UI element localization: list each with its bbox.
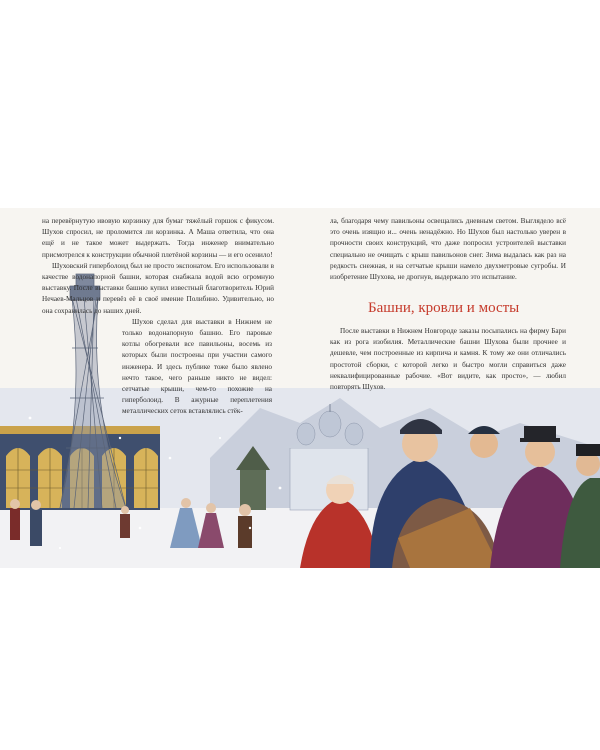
right-paragraph-1: ла, благодаря чему павильоны освещались дневным светом. Выглядело всё это очень изящно и... очень ненадёжно. Но Шухов был настолько уверен в прочности своих конструкций, что даже попросил устроителей выставки специально не очищать с крыш павильонов снег. Зима выдалась как раз на редкость снежная, и на сетчатые крыши намело двухметровые сугробы. И изобретение Шухова, не дрогнув, выдержало это испытание. [330,217,566,282]
right-paragraph-2: После выставки в Нижнем Новгороде заказы посыпались на фирму Бари как из рога изобилия. Металлические башни Шухова были прочнее и дешевле, чем построенные из кирпича и камня. К тому же они отличались простотой сборки, с которой легко и быстро могли справиться даже неквалифицированные рабочие. «Вот видите, как просто», — любил повторять Шухов. [330,327,566,392]
left-text-column [42,216,274,418]
left-paragraph-1: на перевёрнутую ивовую корзинку для бумаг тяжёлый горшок с фикусом. Шухов спросил, не проломится ли корзинка. А Маша ответила, что она ещё и не такое может выдержать. Тогда инженер внимательно присмотрелся к конструкции обычной плетёной корзины — и его осенило! [42,217,274,259]
right-text-column-2 [330,326,566,393]
section-heading: Башни, кровли и мосты [368,300,520,316]
left-paragraph-2: Шуховский гиперболоид был не просто экспонатом. Его использовали в качестве водонапорной башни, которая снабжала водой всю огромную выставку. После выставки башню купил известный благотворитель Юрий Нечаев-Мальцов и перевёз её в своё имение Полибино. Удивительно, но она сохранилась до наших дней. [42,261,274,315]
left-paragraph-3: Шухов сделал для выставки в Нижнем не только водонапорную башню. Его паровые котлы обогревали все павильоны, восемь из которых были построены при участии самого инженера. И здесь публике тоже было явлено нечто такое, чего раньше никто не видел: сетчатые крыши, чем-то похожие на гиперболоид. В ажурные переплетения металлических сеток вставлялись стёк- [122,317,272,416]
book-spread [0,208,600,568]
right-text-column [330,216,566,283]
left-narrow-wrap [122,317,272,418]
